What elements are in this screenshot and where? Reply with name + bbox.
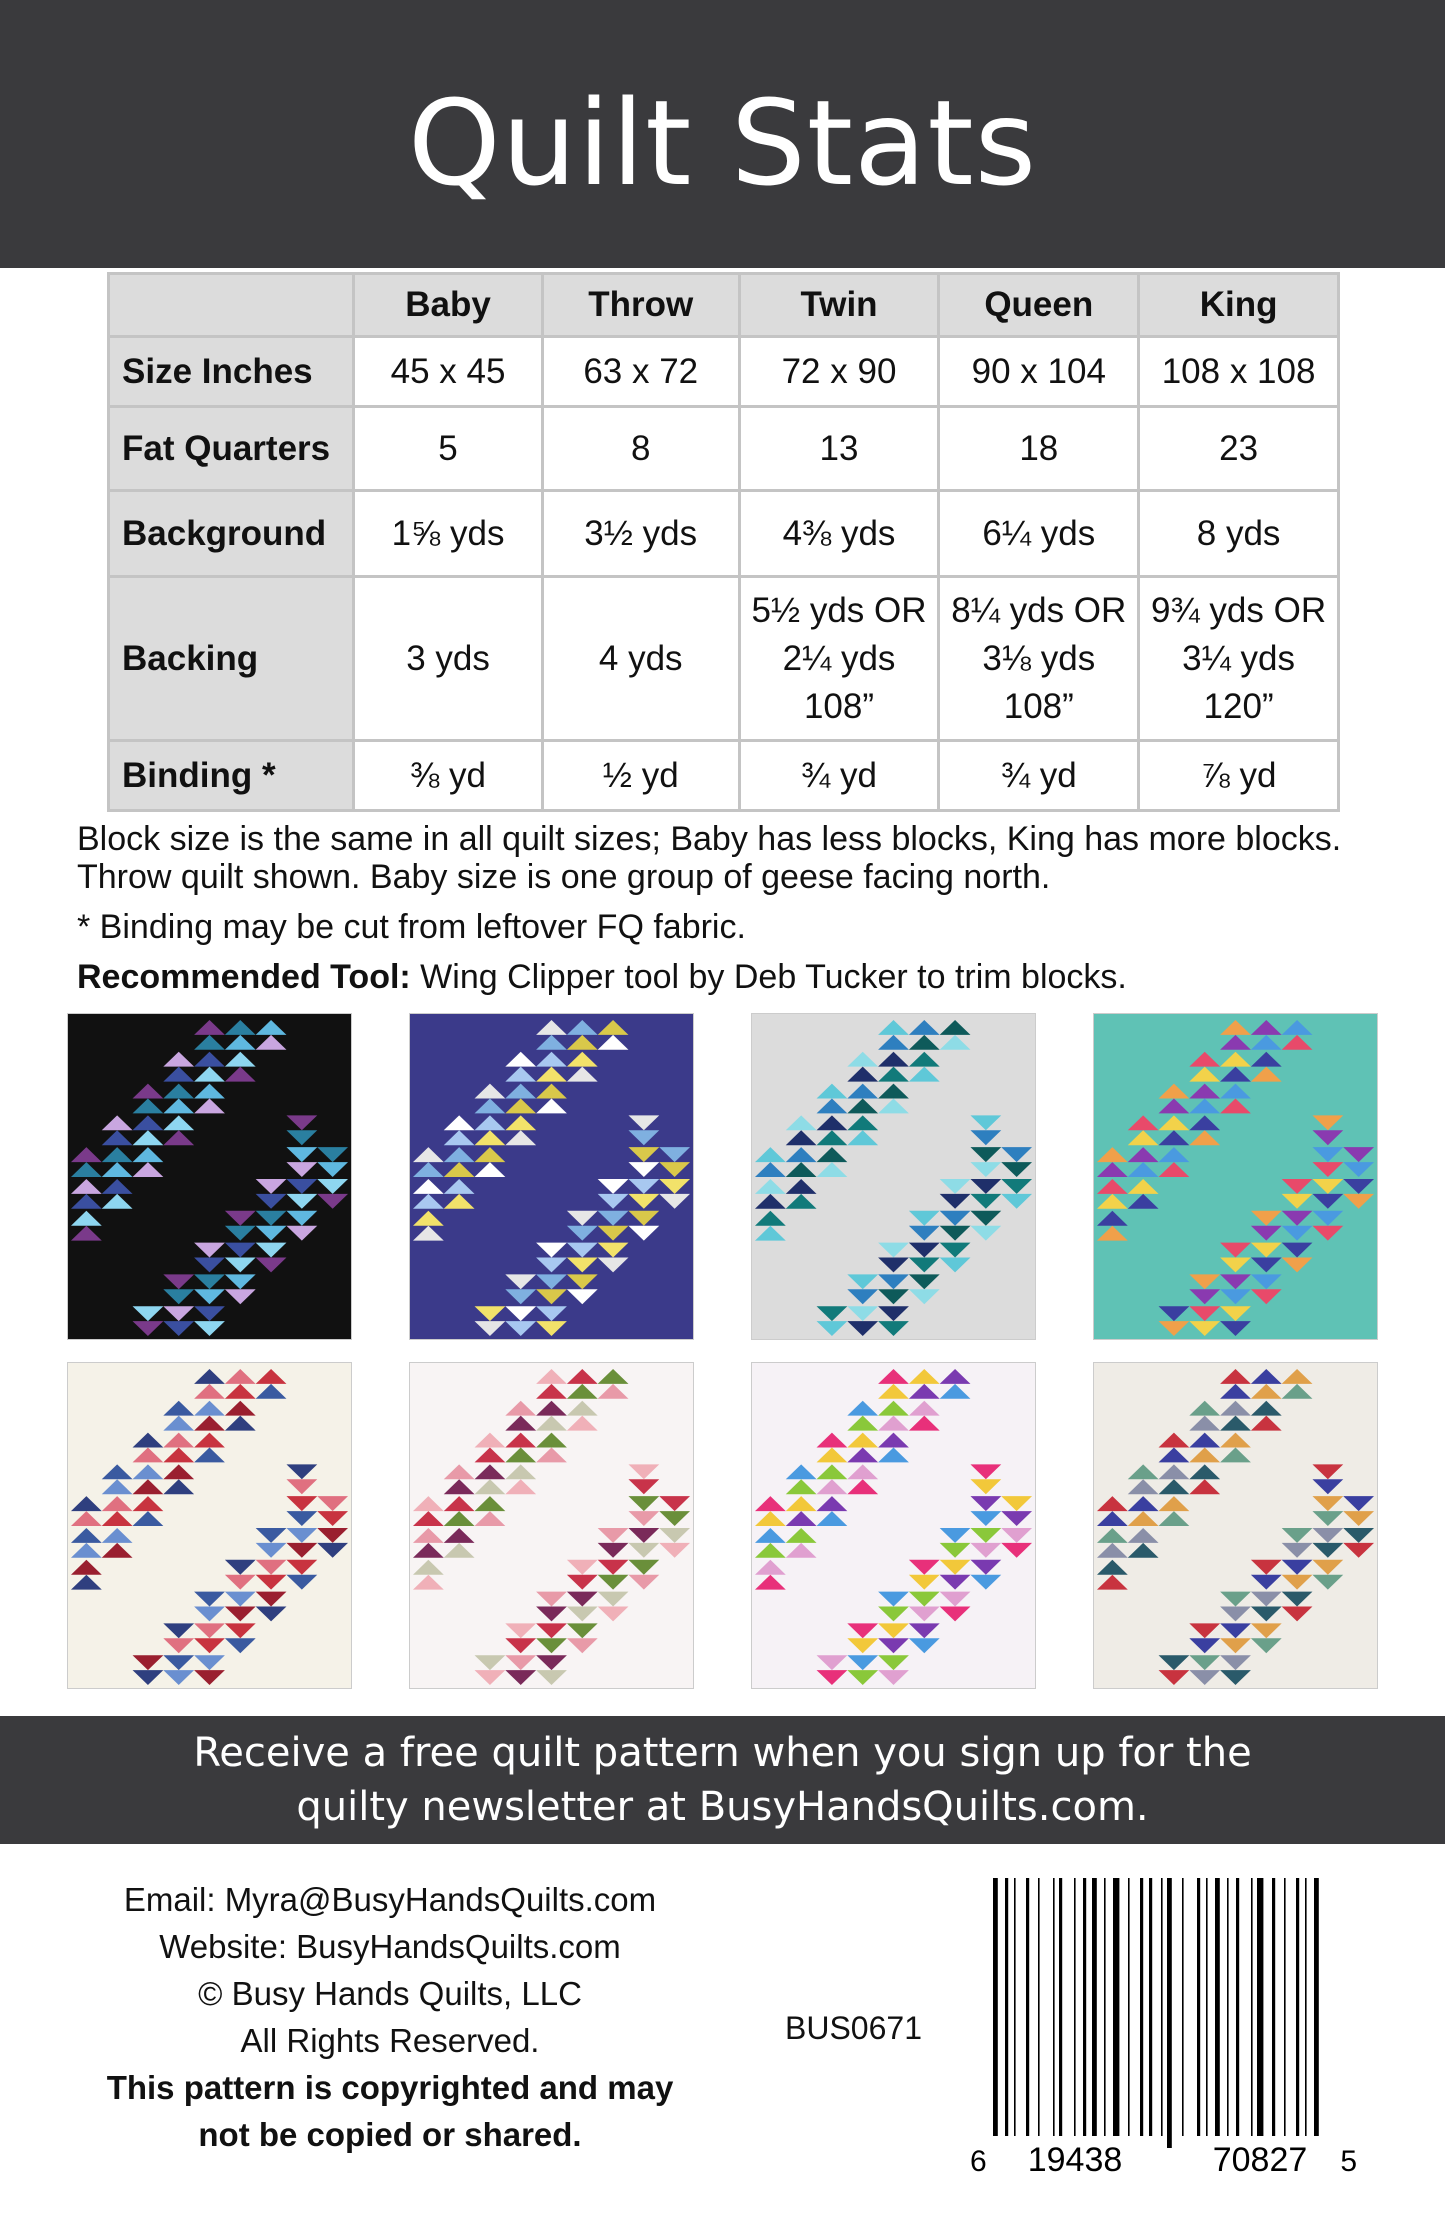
table-cell: 8¼ yds OR 3⅛ yds 108” [939,577,1139,741]
table-cell: 72 x 90 [739,337,939,407]
barcode-digit-first: 6 [970,2145,987,2178]
quilt-image [751,1362,1036,1689]
barcode-bar [1053,1878,1055,2148]
quilt-image [67,1362,352,1689]
table-cell: 5 [354,407,543,491]
barcode-bar [1104,1878,1106,2148]
barcode-bar [1206,1878,1208,2148]
barcode-bar [1272,1878,1275,2148]
quilt-image [409,1362,694,1689]
table-cell: 8 yds [1139,491,1339,577]
table-cell: 4⅜ yds [739,491,939,577]
copyright-warning: This pattern is copyrighted and may [106,2069,674,2106]
table-cell: ⅞ yd [1139,741,1339,811]
column-header: Twin [739,274,939,337]
table-row [109,337,1339,407]
barcode-bar [1005,1878,1008,2148]
table-cell: 8 [542,407,739,491]
copyright-warning: not be copied or shared. [198,2116,582,2153]
barcode [965,1878,1365,2178]
table-corner-cell [109,274,354,337]
header-bar [0,0,1445,268]
barcode-bar [1014,1878,1016,2148]
table-cell: 63 x 72 [542,337,739,407]
pattern-notes [77,820,1397,1008]
email-text: Email: Myra@BusyHandsQuilts.com [123,1881,657,1918]
table-row [109,577,1339,741]
table-cell: 108 x 108 [1139,337,1339,407]
barcode-bar [1257,1878,1263,2148]
barcode-bar [1128,1878,1130,2148]
barcode-bars [993,1878,1319,2148]
barcode-bar [1197,1878,1200,2148]
table-cell: ½ yd [542,741,739,811]
barcode-bar [1074,1878,1076,2148]
tool-label: Recommended Tool: [77,958,411,996]
column-header: Queen [939,274,1139,337]
barcode-bar [1236,1878,1239,2148]
barcode-bar [1140,1878,1143,2148]
binding-note: * Binding may be cut from leftover FQ fabric. [77,908,746,946]
table-cell: ¾ yd [939,741,1139,811]
barcode-digits-right: 70827 [1212,2141,1308,2178]
barcode-digits-left: 19438 [1027,2141,1123,2178]
barcode-bar [1305,1878,1307,2148]
row-label: Binding * [109,741,354,811]
table-cell: 9¾ yds OR 3¼ yds 120” [1139,577,1339,741]
barcode-bar [1149,1878,1152,2148]
table-cell: 4 yds [542,577,739,741]
banner-line: Receive a free quilt pattern when you sign up for the [193,1730,1252,1776]
sku-label: BUS0671 [785,2010,922,2046]
table-cell: 18 [939,407,1139,491]
row-label: Background [109,491,354,577]
quilt-stats-table [107,272,1340,812]
barcode-bar [1167,1878,1172,2148]
column-header: Throw [542,274,739,337]
table-cell: 13 [739,407,939,491]
barcode-bar [993,1878,998,2148]
quilt-variations-gallery [67,1013,1381,1691]
website-text: Website: BusyHandsQuilts.com [159,1928,621,1965]
block-size-note: Block size is the same in all quilt sizes; Baby has less blocks, King has more blocks. Throw quilt shown. Baby size is one group of geese facing north. [77,820,1342,896]
banner-line: quilty newsletter at BusyHandsQuilts.com. [296,1784,1149,1830]
table-row [109,741,1339,811]
table-cell: 6¼ yds [939,491,1139,577]
newsletter-banner [0,1716,1445,1844]
barcode-bar [1113,1878,1119,2148]
barcode-bar [1182,1878,1184,2148]
quilt-image [67,1013,352,1340]
row-label: Backing [109,577,354,741]
barcode-bar [1314,1878,1319,2148]
table-cell: ⅜ yd [354,741,543,811]
barcode-bar [1227,1878,1229,2148]
barcode-bar [1038,1878,1040,2148]
barcode-bar [1092,1878,1097,2148]
row-label: Size Inches [109,337,354,407]
table-row [109,491,1339,577]
quilt-image [751,1013,1036,1340]
quilt-image [409,1013,694,1340]
tool-text: Wing Clipper tool by Deb Tucker to trim blocks. [410,958,1127,996]
copyright-text: © Busy Hands Quilts, LLC [198,1975,582,2012]
table-cell: 5½ yds OR 2¼ yds 108” [739,577,939,741]
barcode-bar [1284,1878,1286,2148]
table-cell: 3 yds [354,577,543,741]
table-row [109,407,1339,491]
recommended-tool-note [77,958,1397,996]
quilt-image [1093,1013,1378,1340]
rights-text: All Rights Reserved. [240,2022,540,2059]
table-cell: 23 [1139,407,1339,491]
table-cell: 45 x 45 [354,337,543,407]
table-header-row [109,274,1339,337]
table-cell: 1⅝ yds [354,491,543,577]
barcode-bar [1215,1878,1220,2148]
barcode-bar [1161,1878,1163,2148]
barcode-digit-last: 5 [1340,2145,1357,2178]
barcode-bar [1026,1878,1029,2148]
barcode-bar [1296,1878,1299,2148]
page-title: Quilt Stats [407,74,1038,212]
barcode-bar [1251,1878,1253,2148]
barcode-bar [1083,1878,1086,2148]
quilt-image [1093,1362,1378,1689]
column-header: King [1139,274,1339,337]
table-cell: ¾ yd [739,741,939,811]
table-cell: 3½ yds [542,491,739,577]
barcode-bar [1059,1878,1062,2148]
column-header: Baby [354,274,543,337]
contact-info [50,1876,730,2158]
table-cell: 90 x 104 [939,337,1139,407]
row-label: Fat Quarters [109,407,354,491]
